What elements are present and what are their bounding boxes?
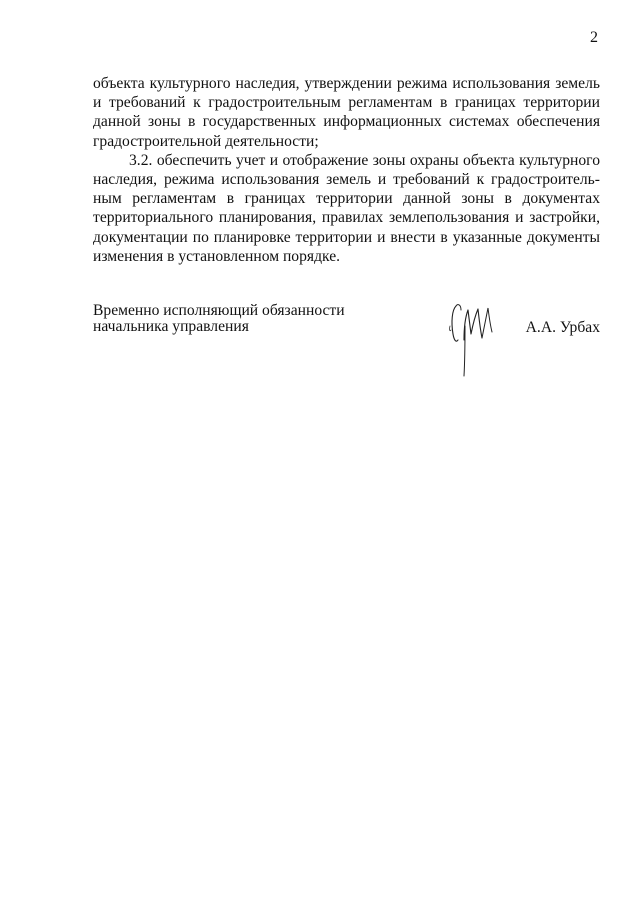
paragraph-item-3-2: 3.2. обеспечить учет и отображение зоны охраны объекта культурного наследия, режима использования земель и требований к градостроительным регламентам в границах территории данной зоны в документах территориального планирования, правилах землепользования и застройки, документации по планировке территории и внести в указанные документы изменения в установленном порядке. xyxy=(93,151,600,265)
handwritten-signature xyxy=(444,296,504,378)
page-number: 2 xyxy=(590,29,598,46)
signatory-name: А.А. Урбах xyxy=(525,319,600,336)
signatory-position-line-1: Временно исполняющий обязанности xyxy=(93,302,345,319)
paragraph-continuation: объекта культурного наследия, утверждении режима использования земель и требований к градостроительным регламентам в границах территории данной зоны в государственных информационных системах обеспечения градостроительной деятельности; xyxy=(93,75,600,150)
signatory-position-line-2: начальника управления xyxy=(93,318,249,335)
document-body xyxy=(93,74,600,266)
signatory-position xyxy=(93,303,393,335)
